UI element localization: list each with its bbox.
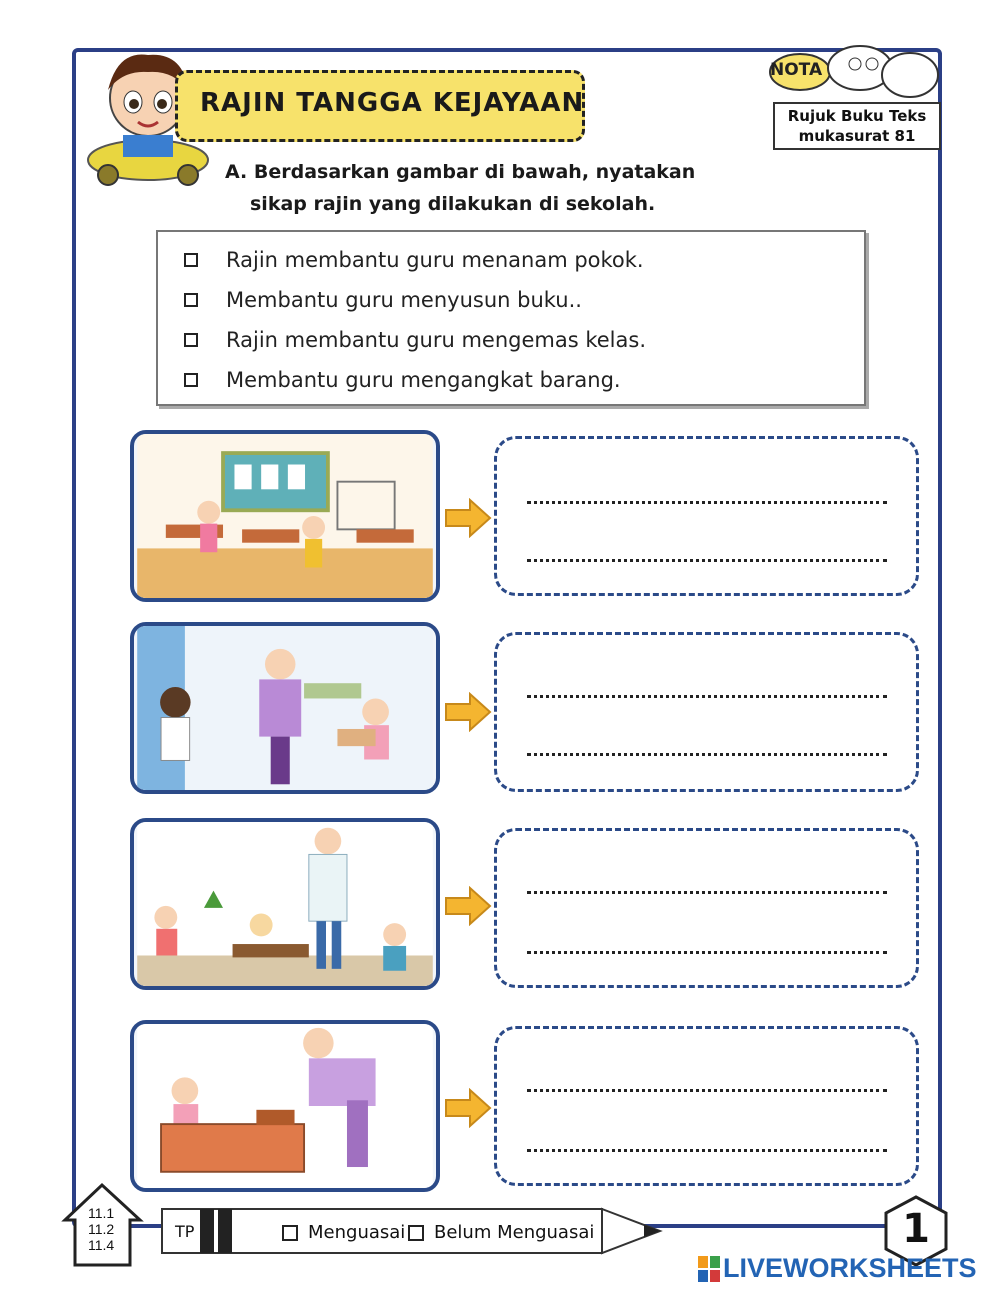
page-number: 1	[902, 1206, 930, 1252]
picture-tidying-classroom	[130, 430, 440, 602]
reference-line-1: Rujuk Buku Teks	[787, 107, 927, 125]
code-item: 11.1	[88, 1205, 115, 1221]
answer-box	[494, 436, 919, 596]
instruction	[225, 156, 805, 220]
code-item: 11.4	[88, 1237, 115, 1253]
mastered-label: Menguasai	[308, 1222, 406, 1243]
answer-line-dots	[527, 1089, 887, 1092]
code-item: 11.2	[88, 1221, 115, 1237]
answer-box	[494, 828, 919, 988]
option-item[interactable]	[184, 360, 838, 400]
option-item[interactable]	[184, 280, 838, 320]
arrow-right-icon	[444, 886, 492, 926]
arranging-books-illustration	[134, 1024, 436, 1188]
liveworksheets-icon	[698, 1256, 720, 1282]
arrow-right-icon	[444, 692, 492, 732]
checkbox-icon	[184, 373, 198, 387]
answer-line-dots	[527, 891, 887, 894]
option-text: Membantu guru menyusun buku..	[226, 288, 582, 312]
tp-label: TP	[175, 1222, 195, 1241]
answer-line-dots	[527, 501, 887, 504]
arrow-right-icon	[444, 498, 492, 538]
learning-standard-codes	[88, 1205, 114, 1253]
liveworksheets-logo[interactable]	[698, 1253, 977, 1284]
checkbox-icon	[184, 253, 198, 267]
answer-input[interactable]	[527, 673, 887, 703]
answer-line-dots	[527, 559, 887, 562]
answer-box	[494, 1026, 919, 1186]
reference-line-2: mukasurat 81	[798, 127, 916, 145]
answer-line-dots	[527, 753, 887, 756]
checkbox-icon	[184, 293, 198, 307]
answer-input[interactable]	[527, 1067, 887, 1097]
instruction-line-1: A. Berdasarkan gambar di bawah, nyatakan	[225, 161, 696, 183]
instruction-line-2: sikap rajin yang dilakukan di sekolah.	[250, 193, 656, 215]
arrow-right-icon	[444, 1088, 492, 1128]
answer-line-dots	[527, 951, 887, 954]
option-item[interactable]	[184, 320, 838, 360]
classroom-illustration	[134, 434, 436, 598]
answer-line-dots	[527, 695, 887, 698]
option-text: Rajin membantu guru mengemas kelas.	[226, 328, 646, 352]
checkbox-icon	[184, 333, 198, 347]
carrying-boxes-illustration	[134, 626, 436, 790]
answer-input[interactable]	[527, 479, 887, 509]
option-text: Rajin membantu guru menanam pokok.	[226, 248, 644, 272]
answer-options-box	[156, 230, 866, 406]
picture-arranging-books	[130, 1020, 440, 1192]
picture-carrying-boxes	[130, 622, 440, 794]
option-text: Membantu guru mengangkat barang.	[226, 368, 621, 392]
option-item[interactable]	[184, 240, 838, 280]
not-mastered-label: Belum Menguasai	[434, 1222, 595, 1243]
checkbox-icon	[282, 1225, 298, 1241]
picture-planting-trees	[130, 818, 440, 990]
checkbox-icon	[408, 1225, 424, 1241]
textbook-reference	[773, 102, 941, 150]
planting-illustration	[134, 822, 436, 986]
brand-text: LIVEWORKSHEETS	[723, 1253, 977, 1283]
answer-line-dots	[527, 1149, 887, 1152]
answer-input[interactable]	[527, 869, 887, 899]
answer-box	[494, 632, 919, 792]
not-mastered-option[interactable]	[408, 1222, 594, 1243]
mastered-option[interactable]	[282, 1222, 405, 1243]
nota-label: NOTA	[770, 60, 823, 80]
worksheet-title: RAJIN TANGGA KEJAYAAN	[200, 88, 585, 118]
